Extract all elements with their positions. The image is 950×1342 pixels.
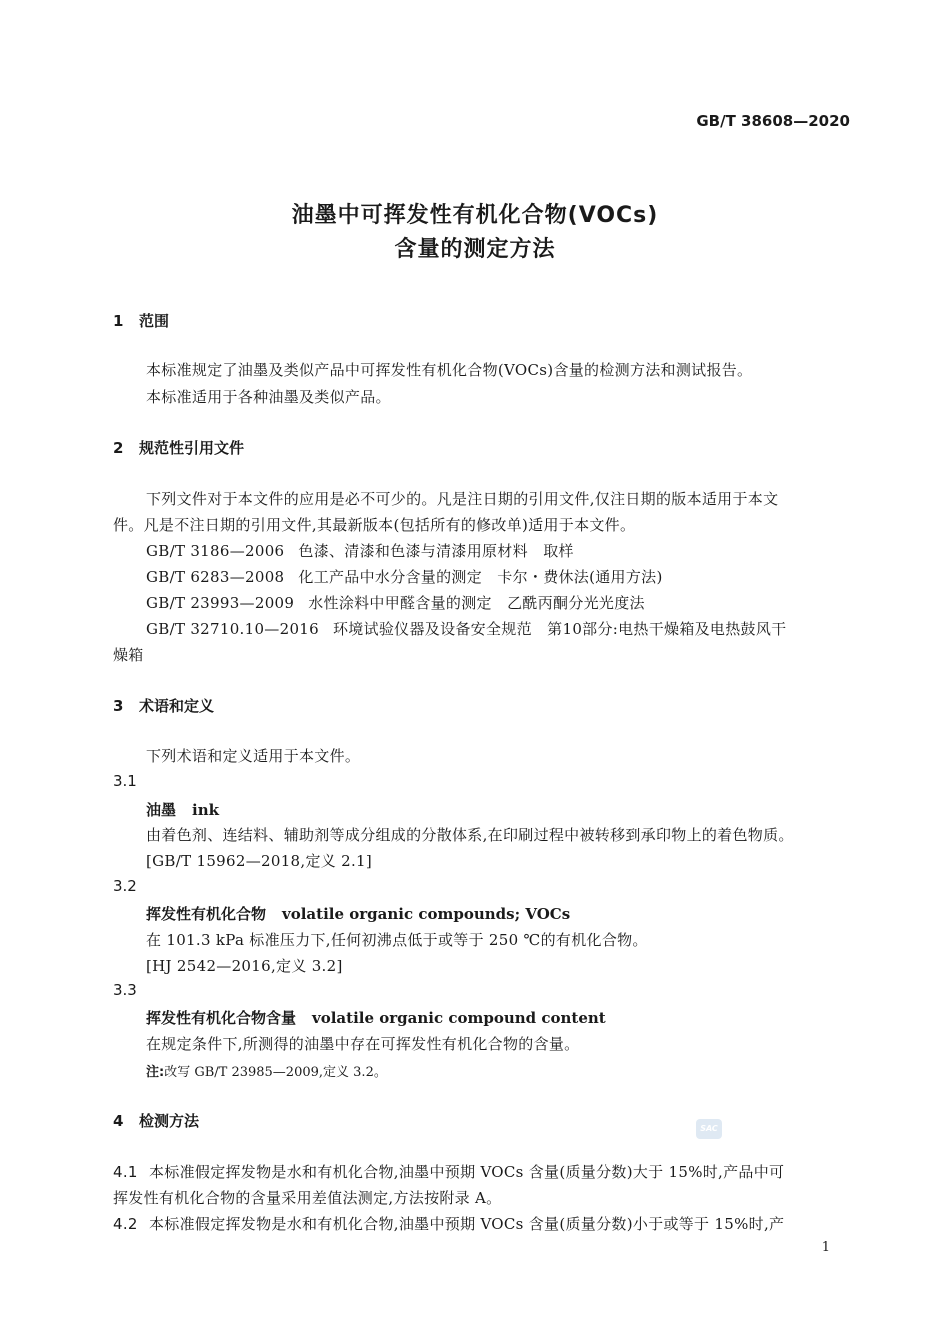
section-number: 3 — [113, 697, 124, 715]
paragraph: 本标准适用于各种油墨及类似产品。 — [146, 388, 391, 406]
standard-number: GB/T 38608—2020 — [696, 112, 850, 130]
term-definition: 在规定条件下,所测得的油墨中存在可挥发性有机化合物的含量。 — [146, 1035, 580, 1053]
paragraph-line: 件。凡是不注日期的引用文件,其最新版本(包括所有的修改单)适用于本文件。 — [113, 516, 636, 534]
section-number: 2 — [113, 439, 124, 457]
reference-code: GB/T 6283—2008 — [146, 568, 285, 586]
section-number: 1 — [113, 312, 124, 330]
reference-title: 化工产品中水分含量的测定 卡尔・费休法(通用方法) — [298, 568, 663, 586]
clause-text: 本标准假定挥发物是水和有机化合物,油墨中预期 VOCs 含量(质量分数)大于 15%时,产品中可 — [149, 1163, 785, 1181]
document-title-line2: 含量的测定方法 — [394, 237, 556, 262]
page-number: 1 — [821, 1240, 830, 1255]
section-title: 范围 — [139, 312, 170, 330]
term-number: 3.2 — [113, 877, 137, 895]
reference-code: GB/T 32710.10—2016 — [146, 620, 319, 638]
section-2-heading — [113, 437, 244, 458]
reference-item — [146, 540, 574, 561]
document-title-line1: 油墨中可挥发性有机化合物(VOCs) — [291, 203, 659, 228]
reference-title: 水性涂料中甲醛含量的测定 乙酰丙酮分光光度法 — [308, 594, 645, 612]
term-en: volatile organic compound content — [312, 1009, 606, 1027]
term-source: [GB/T 15962—2018,定义 2.1] — [146, 852, 373, 870]
term-heading — [146, 903, 570, 924]
term-number: 3.1 — [113, 772, 137, 790]
term-zh: 油墨 — [146, 801, 177, 819]
term-number: 3.3 — [113, 981, 137, 999]
section-title: 检测方法 — [139, 1112, 200, 1130]
term-definition: 由着色剂、连结料、辅助剂等成分组成的分散体系,在印刷过程中被转移到承印物上的着色物质。 — [146, 826, 794, 844]
section-1-heading — [113, 310, 169, 331]
clause-number: 4.1 — [113, 1163, 138, 1181]
section-title: 规范性引用文件 — [139, 439, 245, 457]
section-title: 术语和定义 — [139, 697, 215, 715]
paragraph: 下列术语和定义适用于本文件。 — [146, 747, 361, 765]
clause-4-1-line2: 挥发性有机化合物的含量采用差值法测定,方法按附录 A。 — [113, 1189, 502, 1207]
reference-title: 色漆、清漆和色漆与清漆用原材料 取样 — [298, 542, 574, 560]
section-number: 4 — [113, 1112, 124, 1130]
reference-item-continuation: 燥箱 — [113, 646, 144, 664]
reference-code: GB/T 3186—2006 — [146, 542, 285, 560]
reference-item — [146, 618, 786, 639]
clause-4-2-line1 — [113, 1213, 784, 1234]
clause-4-1-line1 — [113, 1161, 784, 1182]
term-definition: 在 101.3 kPa 标准压力下,任何初沸点低于或等于 250 ℃的有机化合物。 — [146, 931, 648, 949]
term-en: ink — [192, 801, 220, 819]
sac-watermark-logo: SAC — [696, 1119, 722, 1139]
paragraph-line: 下列文件对于本文件的应用是必不可少的。凡是注日期的引用文件,仅注日期的版本适用于本文 — [146, 490, 779, 508]
paragraph: 本标准规定了油墨及类似产品中可挥发性有机化合物(VOCs)含量的检测方法和测试报告。 — [146, 361, 753, 379]
clause-text: 本标准假定挥发物是水和有机化合物,油墨中预期 VOCs 含量(质量分数)小于或等于 15%时,产 — [149, 1215, 785, 1233]
note-text: 改写 GB/T 23985—2009,定义 3.2。 — [164, 1065, 387, 1080]
term-heading — [146, 1007, 606, 1028]
section-4-heading — [113, 1110, 199, 1131]
note-label: 注: — [146, 1065, 165, 1080]
clause-number: 4.2 — [113, 1215, 138, 1233]
section-3-heading — [113, 695, 214, 716]
term-zh: 挥发性有机化合物含量 — [146, 1009, 297, 1027]
reference-title: 环境试验仪器及设备安全规范 第10部分:电热干燥箱及电热鼓风干 — [332, 620, 787, 638]
term-zh: 挥发性有机化合物 — [146, 905, 267, 923]
reference-item — [146, 566, 663, 587]
term-heading — [146, 799, 219, 820]
term-note — [146, 1061, 387, 1080]
reference-code: GB/T 23993—2009 — [146, 594, 295, 612]
reference-item — [146, 592, 645, 613]
term-en: volatile organic compounds; VOCs — [282, 905, 571, 923]
term-source: [HJ 2542—2016,定义 3.2] — [146, 957, 343, 975]
